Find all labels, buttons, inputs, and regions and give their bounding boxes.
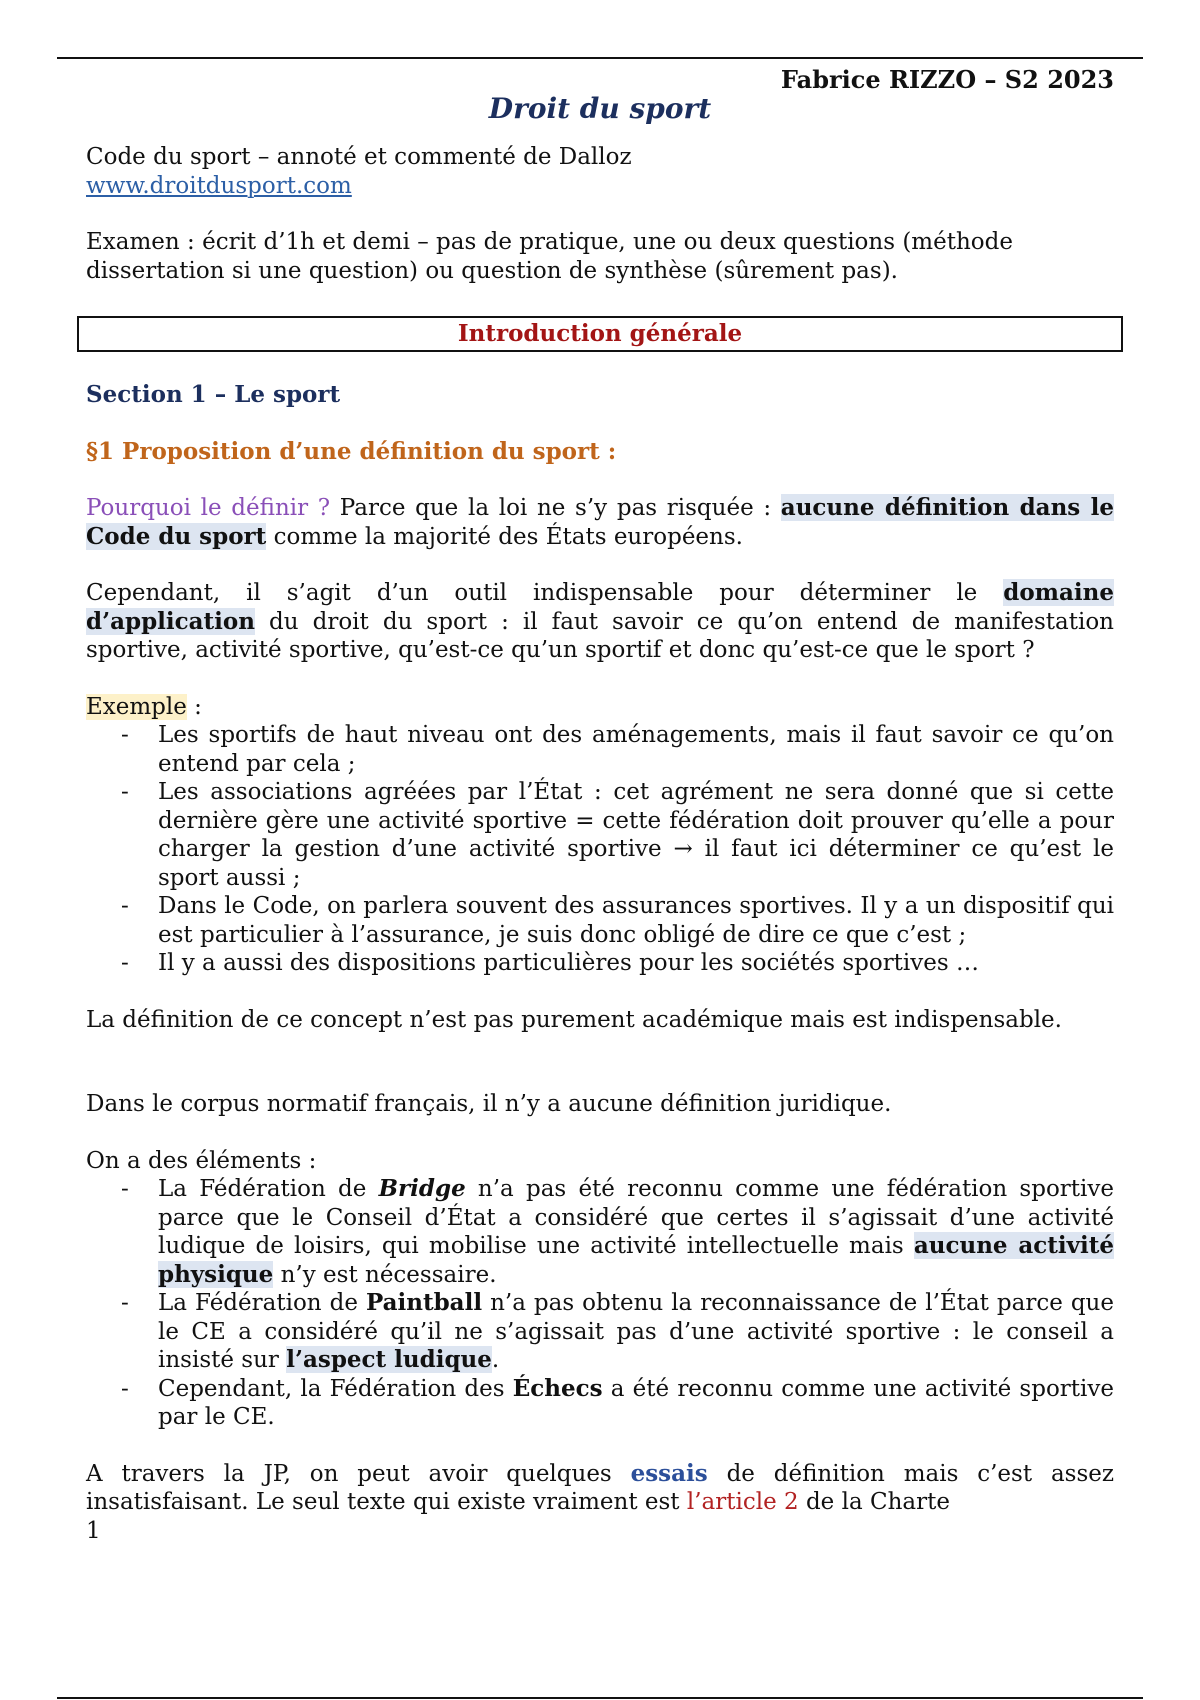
paragraph-scope: [86, 579, 1114, 665]
document-title: Droit du sport: [488, 92, 712, 125]
author-line: Fabrice RIZZO – S2 2023: [780, 65, 1114, 94]
highlight-domain: domaine d’application: [86, 579, 1114, 635]
list-item-bridge: [158, 1175, 1114, 1289]
list-text: n’a pas obtenu la reconnaissance de l’État parce que le CE a considéré qu’il ne s’agissait pas d’une activité sportive : le conseil a insisté sur: [158, 1290, 1114, 1373]
list-item: - Les sportifs de haut niveau ont des aménagements, mais il faut savoir ce qu’on entend par cela ;: [158, 721, 1114, 778]
list-text: La Fédération de: [158, 1176, 379, 1202]
highlight-physical-activity: aucune activité physique: [158, 1232, 1114, 1288]
elements-list: [86, 1175, 1114, 1432]
list-item: - Dans le Code, on parlera souvent des assurances sportives. Il y a un dispositif qui est particulier à l’assurance, je suis donc obligé de dire ce que c’est ;: [158, 892, 1114, 949]
page-number: 1: [86, 1517, 101, 1544]
elements-intro: On a des éléments :: [86, 1147, 317, 1174]
top-rule: [57, 57, 1143, 59]
echecs-name: Échecs: [512, 1374, 603, 1402]
document-page: [86, 66, 1114, 1545]
example-list: [86, 721, 1114, 978]
paragraph-text: Cependant, il s’agit d’un outil indispensable pour déterminer le: [86, 580, 1004, 606]
paragraph-why-define: [86, 494, 1114, 551]
paragraph-text: de définition mais c’est assez insatisfaisant. Le seul texte qui existe vraiment est: [86, 1460, 1114, 1515]
list-text: La Fédération de: [158, 1290, 366, 1316]
paragraph-text: Parce que la loi ne s’y pas risquée :: [330, 495, 781, 521]
subsection-heading: §1 Proposition d’une définition du sport :: [86, 437, 617, 465]
paragraph-text: comme la majorité des États européens.: [266, 523, 743, 550]
introduction-box: [77, 316, 1123, 352]
exam-info: Examen : écrit d’1h et demi – pas de pratique, une ou deux questions (méthode dissertation si une question) ou question de synthèse (sûrement pas).: [86, 229, 1013, 284]
example-label-line: [86, 693, 1114, 722]
paragraph-text: A travers la JP, on peut avoir quelques: [86, 1460, 631, 1487]
website-link[interactable]: www.droitdusport.com: [86, 172, 352, 199]
bridge-name: Bridge: [378, 1175, 466, 1202]
source-line: Code du sport – annoté et commenté de Dalloz: [86, 144, 632, 170]
paragraph-text: du droit du sport : il faut savoir ce qu’on entend de manifestation sportive, activité sportive, qu’est-ce qu’un sportif et donc qu’est-ce que le sport ?: [86, 608, 1114, 663]
paragraph-jurisprudence: [86, 1460, 1114, 1517]
highlight-ludic-aspect: l’aspect ludique: [286, 1346, 492, 1373]
list-text: n’y est nécessaire.: [273, 1261, 497, 1288]
list-text: .: [491, 1347, 500, 1373]
paragraph-text: de la Charte: [798, 1489, 950, 1515]
list-text: Cependant, la Fédération des: [158, 1375, 513, 1402]
bottom-rule: [57, 1697, 1143, 1699]
section-heading: Section 1 – Le sport: [86, 381, 341, 408]
essais-term: essais: [630, 1459, 708, 1487]
highlight-no-definition: aucune définition dans le Code du sport: [86, 494, 1114, 550]
list-item: - Les associations agréées par l’État : cet agrément ne sera donné que si cette dernière gère une activité sportive = cette fédération doit prouver qu’elle a pour charger la gestion d’une activité sportive → il faut ici déterminer ce qu’est le sport aussi ;: [158, 778, 1114, 892]
list-text: n’a pas été reconnu comme une fédération sportive parce que le Conseil d’État a considéré que certes il s’agissait d’une activité ludique de loisirs, qui mobilise une activité intellectuelle mais: [158, 1176, 1114, 1259]
list-item-echecs: [158, 1375, 1114, 1432]
introduction-title: Introduction générale: [457, 320, 743, 347]
paragraph-no-legal-definition: Dans le corpus normatif français, il n’y a aucune définition juridique.: [86, 1091, 892, 1117]
list-text: a été reconnu comme une activité sportive par le CE.: [158, 1375, 1114, 1430]
list-item: - Il y a aussi des dispositions particulières pour les sociétés sportives …: [158, 949, 1114, 978]
paintball-name: Paintball: [365, 1289, 483, 1316]
article-reference: l’article 2: [686, 1489, 799, 1515]
example-label: Exemple: [86, 693, 187, 720]
example-colon: :: [186, 693, 202, 720]
paragraph-not-academic: La définition de ce concept n’est pas purement académique mais est indispensable.: [86, 1006, 1062, 1033]
list-item-paintball: [158, 1289, 1114, 1375]
question-text: Pourquoi le définir ?: [86, 495, 331, 521]
